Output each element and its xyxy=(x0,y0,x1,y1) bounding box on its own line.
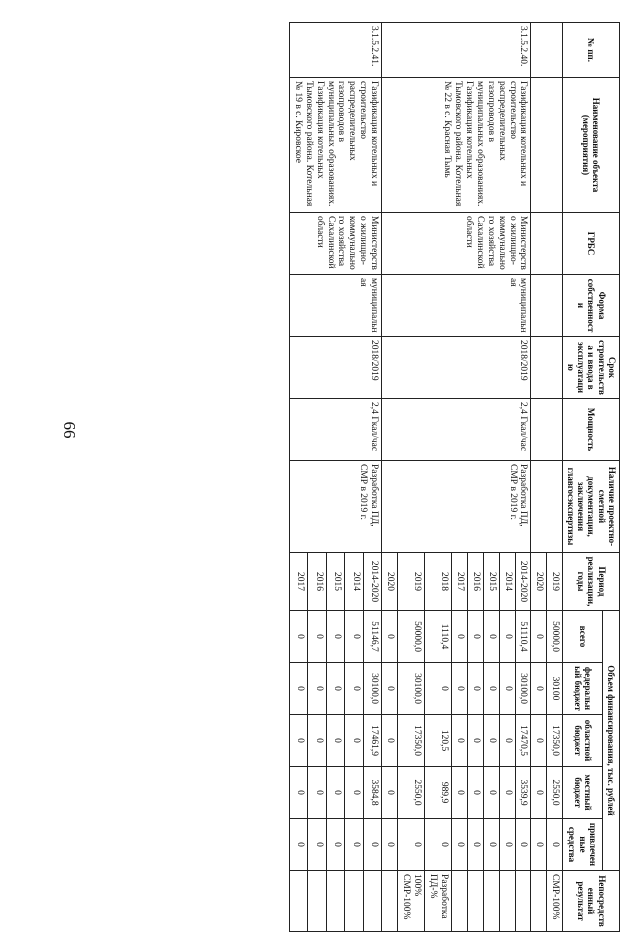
federal-cell: 0 xyxy=(451,663,467,715)
regional-cell: 17470,5 xyxy=(515,715,531,767)
result-cell xyxy=(451,871,467,932)
regional-cell: 0 xyxy=(451,715,467,767)
object-name: Газификация котельных и строительство распределительных газопроводов в муниципальных образованиях. Газификация котельных Тымовского района. Котельная № 22 в с. Красная Тымь xyxy=(382,78,531,213)
result-cell: Разработка ПД-% xyxy=(424,871,451,932)
federal-cell: 0 xyxy=(483,663,499,715)
result-cell xyxy=(363,871,381,932)
table-row xyxy=(515,23,531,932)
header-period: Период реализации, годы xyxy=(563,553,620,611)
table-container xyxy=(100,22,620,927)
total-cell: 51146,7 xyxy=(363,611,381,663)
attracted-cell: 0 xyxy=(467,819,483,871)
header-federal: федеральный бюджет xyxy=(563,663,603,715)
period-cell: 2017 xyxy=(451,553,467,611)
period-cell: 2015 xyxy=(326,553,344,611)
rotated-page xyxy=(100,22,620,927)
result-cell: 100% СМР-100% xyxy=(398,871,425,932)
regional-cell: 0 xyxy=(345,715,363,767)
result-cell xyxy=(345,871,363,932)
header-ownership: Форма собственности xyxy=(563,275,620,337)
attracted-cell: 0 xyxy=(499,819,515,871)
federal-cell: 0 xyxy=(289,663,308,715)
header-no: № пп. xyxy=(563,23,620,78)
header-total: всего xyxy=(563,611,603,663)
local-cell: 0 xyxy=(483,767,499,819)
object-number: 3.1.5.2.41. xyxy=(289,23,381,78)
period-cell: 2015 xyxy=(483,553,499,611)
total-cell: 50000,0 xyxy=(547,611,563,663)
object-capacity: 2,4 Гкал/час xyxy=(382,399,531,461)
table-body xyxy=(289,23,562,932)
table-row xyxy=(547,23,563,932)
period-cell: 2019 xyxy=(398,553,425,611)
carry-design-cell xyxy=(531,461,563,553)
object-ownership: муниципальная xyxy=(382,275,531,337)
object-grbs: Министерство жилищно-коммунального хозяйства Сахалинской области xyxy=(382,213,531,275)
header-grbs: ГРБС xyxy=(563,213,620,275)
object-term: 2018/2019 xyxy=(289,337,381,399)
period-cell: 2016 xyxy=(467,553,483,611)
object-ownership: муниципальная xyxy=(289,275,381,337)
total-cell: 0 xyxy=(467,611,483,663)
total-cell: 0 xyxy=(308,611,326,663)
federal-cell: 30100 xyxy=(547,663,563,715)
total-cell: 1110,4 xyxy=(424,611,451,663)
attracted-cell: 0 xyxy=(326,819,344,871)
federal-cell: 0 xyxy=(499,663,515,715)
result-cell xyxy=(499,871,515,932)
period-cell: 2014 xyxy=(345,553,363,611)
period-cell: 2014-2020 xyxy=(515,553,531,611)
local-cell: 0 xyxy=(345,767,363,819)
total-cell: 51110,4 xyxy=(515,611,531,663)
object-name: Газификация котельных и строительство распределительных газопроводов в муниципальных образованиях. Газификация котельных Тымовского района. Котельная № 19 в с. Кировское xyxy=(289,78,381,213)
carry-no-cell xyxy=(531,23,563,78)
period-cell: 2018 xyxy=(424,553,451,611)
result-cell xyxy=(308,871,326,932)
result-cell xyxy=(326,871,344,932)
object-design: Разработка ПД, СМР в 2019 г. xyxy=(289,461,381,553)
carry-ownership-cell xyxy=(531,275,563,337)
result-cell xyxy=(289,871,308,932)
period-cell: 2014 xyxy=(499,553,515,611)
total-cell: 0 xyxy=(289,611,308,663)
attracted-cell: 0 xyxy=(289,819,308,871)
header-term: Срок строительства и ввода в эксплуатацию xyxy=(563,337,620,399)
local-cell: 2550,0 xyxy=(547,767,563,819)
total-cell: 50000,0 xyxy=(398,611,425,663)
attracted-cell: 0 xyxy=(451,819,467,871)
regional-cell: 17350,0 xyxy=(398,715,425,767)
result-cell xyxy=(382,871,398,932)
result-cell xyxy=(515,871,531,932)
attracted-cell: 0 xyxy=(547,819,563,871)
total-cell: 0 xyxy=(483,611,499,663)
object-grbs: Министерство жилищно-коммунального хозяйства Сахалинской области xyxy=(289,213,381,275)
federal-cell: 30100,0 xyxy=(515,663,531,715)
federal-cell: 30100,0 xyxy=(398,663,425,715)
period-cell: 2020 xyxy=(531,553,547,611)
federal-cell: 0 xyxy=(308,663,326,715)
federal-cell: 0 xyxy=(326,663,344,715)
local-cell: 0 xyxy=(289,767,308,819)
attracted-cell: 0 xyxy=(483,819,499,871)
attracted-cell: 0 xyxy=(382,819,398,871)
object-design: Разработка ПД, СМР в 2019 г. xyxy=(382,461,531,553)
federal-cell: 0 xyxy=(424,663,451,715)
regional-cell: 120,5 xyxy=(424,715,451,767)
period-cell: 2016 xyxy=(308,553,326,611)
result-cell xyxy=(483,871,499,932)
local-cell: 0 xyxy=(308,767,326,819)
attracted-cell: 0 xyxy=(424,819,451,871)
local-cell: 989,9 xyxy=(424,767,451,819)
local-cell: 0 xyxy=(451,767,467,819)
federal-cell: 30100,0 xyxy=(363,663,381,715)
local-cell: 0 xyxy=(382,767,398,819)
attracted-cell: 0 xyxy=(398,819,425,871)
local-cell: 0 xyxy=(499,767,515,819)
period-cell: 2014-2020 xyxy=(363,553,381,611)
object-number: 3.1.5.2.40. xyxy=(382,23,531,78)
header-local: местный бюджет xyxy=(563,767,603,819)
total-cell: 0 xyxy=(326,611,344,663)
header-result: Непосредственный результат xyxy=(563,871,620,932)
period-cell: 2017 xyxy=(289,553,308,611)
total-cell: 0 xyxy=(382,611,398,663)
funding-table xyxy=(289,22,620,932)
total-cell: 0 xyxy=(345,611,363,663)
attracted-cell: 0 xyxy=(345,819,363,871)
header-capacity: Мощность xyxy=(563,399,620,461)
header-name: Наименование объекта (мероприятия) xyxy=(563,78,620,213)
period-cell: 2019 xyxy=(547,553,563,611)
federal-cell: 0 xyxy=(382,663,398,715)
regional-cell: 0 xyxy=(531,715,547,767)
federal-cell: 0 xyxy=(467,663,483,715)
table-row xyxy=(363,23,381,932)
local-cell: 0 xyxy=(467,767,483,819)
attracted-cell: 0 xyxy=(515,819,531,871)
result-cell xyxy=(531,871,547,932)
total-cell: 0 xyxy=(531,611,547,663)
regional-cell: 0 xyxy=(326,715,344,767)
result-cell: СМР-100% xyxy=(547,871,563,932)
local-cell: 2550,0 xyxy=(398,767,425,819)
regional-cell: 0 xyxy=(499,715,515,767)
federal-cell: 0 xyxy=(531,663,547,715)
regional-cell: 0 xyxy=(382,715,398,767)
header-attracted: привлеченные средства xyxy=(563,819,603,871)
attracted-cell: 0 xyxy=(308,819,326,871)
header-regional: областной бюджет xyxy=(563,715,603,767)
local-cell: 0 xyxy=(531,767,547,819)
table-header xyxy=(563,23,620,932)
result-cell xyxy=(467,871,483,932)
regional-cell: 0 xyxy=(289,715,308,767)
federal-cell: 0 xyxy=(345,663,363,715)
regional-cell: 0 xyxy=(308,715,326,767)
header-funding-group: Объем финансирования, тыс. рублей xyxy=(603,611,620,871)
header-design: Наличие проектно-сметной документации, заключения главгосэкспертизы xyxy=(563,461,620,553)
local-cell: 3539,9 xyxy=(515,767,531,819)
regional-cell: 0 xyxy=(483,715,499,767)
local-cell: 0 xyxy=(326,767,344,819)
carry-name-cell xyxy=(531,78,563,213)
total-cell: 0 xyxy=(499,611,515,663)
object-term: 2018/2019 xyxy=(382,337,531,399)
carry-term-cell xyxy=(531,337,563,399)
regional-cell: 0 xyxy=(467,715,483,767)
carry-capacity-cell xyxy=(531,399,563,461)
regional-cell: 17461,9 xyxy=(363,715,381,767)
object-capacity: 2,4 Гкал/час xyxy=(289,399,381,461)
attracted-cell: 0 xyxy=(363,819,381,871)
carry-grbs-cell xyxy=(531,213,563,275)
attracted-cell: 0 xyxy=(531,819,547,871)
page-number: 66 xyxy=(60,421,79,439)
regional-cell: 17350,0 xyxy=(547,715,563,767)
period-cell: 2020 xyxy=(382,553,398,611)
total-cell: 0 xyxy=(451,611,467,663)
local-cell: 3584,8 xyxy=(363,767,381,819)
